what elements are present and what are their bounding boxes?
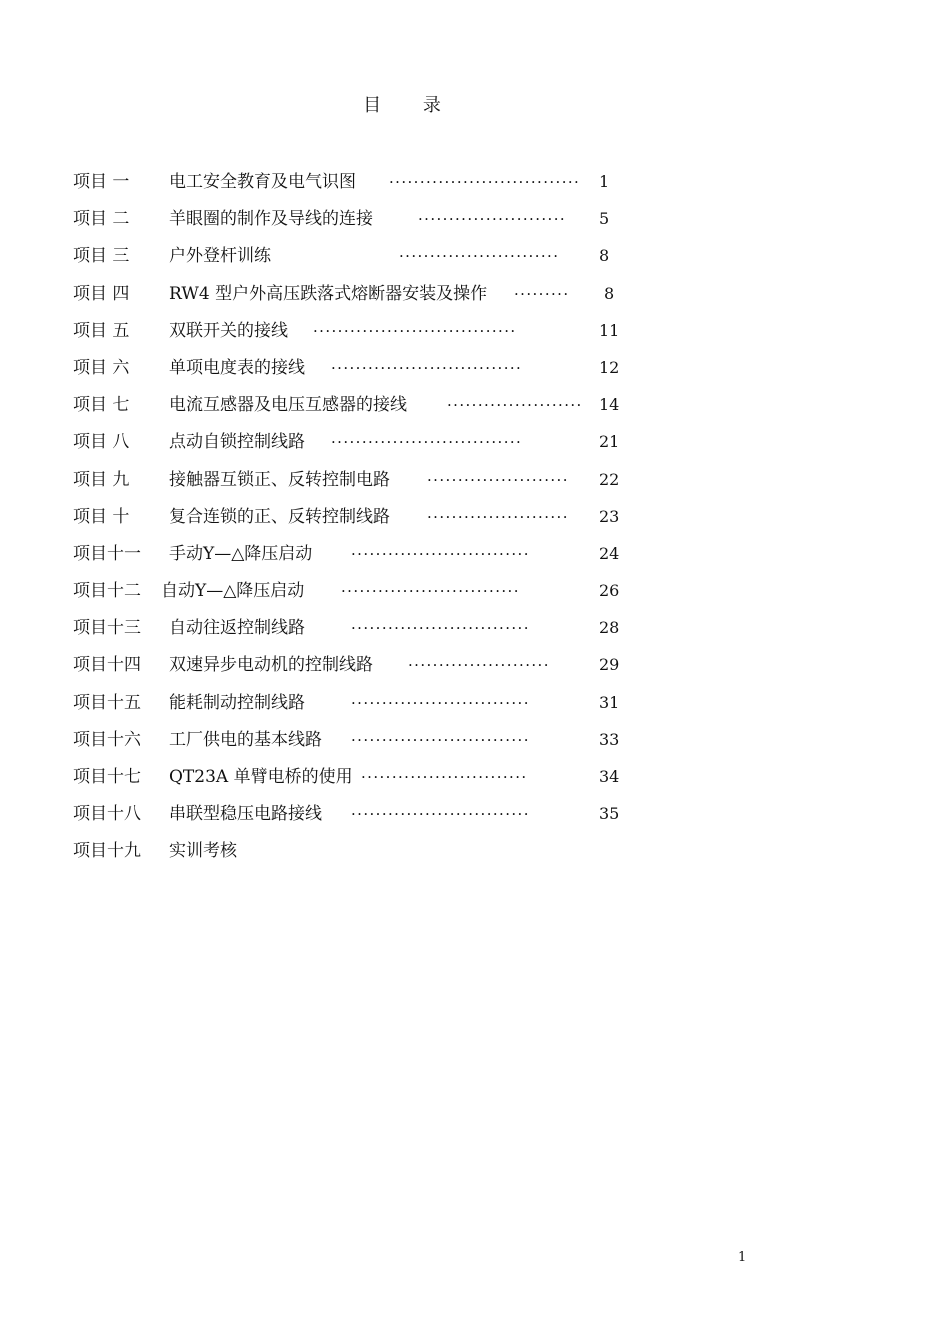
toc-entry[interactable]: [73, 242, 633, 279]
toc-entry-name: RW4 型户外高压跌落式熔断器安装及操作: [169, 283, 488, 304]
toc-entry-page: 28: [599, 618, 620, 638]
toc-entry-page: 35: [599, 804, 620, 824]
toc-entry[interactable]: [73, 837, 633, 874]
toc-entry-label: 项目 九: [73, 469, 130, 490]
toc-entry-leader: ·········: [514, 284, 570, 303]
toc-list: [73, 168, 633, 875]
toc-entry[interactable]: [73, 763, 633, 800]
toc-entry-name: 工厂供电的基本线路: [169, 729, 322, 750]
toc-entry-page: 22: [599, 469, 620, 489]
toc-entry[interactable]: [73, 689, 633, 726]
toc-entry-leader: ·····························: [351, 693, 530, 712]
toc-entry-page: 23: [599, 506, 620, 526]
toc-entry-name: 接触器互锁正、反转控制电路: [169, 469, 390, 490]
toc-entry-name: 双联开关的接线: [169, 320, 288, 341]
toc-entry-name: 点动自锁控制线路: [169, 432, 305, 453]
toc-entry-page: 5: [599, 209, 610, 229]
toc-entry-label: 项目 二: [73, 209, 130, 230]
toc-entry-leader: ·······················: [408, 656, 550, 675]
toc-entry-label: 项目十二: [73, 581, 141, 602]
toc-entry-label: 项目十三: [73, 618, 141, 639]
toc-entry-page: 1: [599, 172, 610, 191]
toc-entry-name: 实训考核: [169, 841, 237, 862]
toc-entry-leader: ······················: [447, 396, 583, 415]
toc-entry-page: 33: [599, 729, 620, 749]
toc-entry-page: 21: [599, 432, 620, 452]
toc-entry[interactable]: [73, 540, 633, 577]
toc-entry[interactable]: [73, 800, 633, 837]
toc-entry-name: 手动Y—△降压启动: [169, 543, 313, 564]
toc-entry[interactable]: [73, 466, 633, 503]
toc-entry-page: 31: [599, 692, 620, 712]
toc-entry-label: 项目 四: [73, 283, 130, 304]
toc-entry-label: 项目十七: [73, 767, 141, 787]
toc-entry-page: 12: [599, 357, 620, 377]
toc-entry-name: 电工安全教育及电气识图: [169, 172, 356, 192]
toc-entry-leader: ·······························: [331, 433, 523, 452]
toc-entry[interactable]: [73, 614, 633, 651]
toc-entry-leader: ·································: [313, 321, 517, 340]
toc-entry-name: 能耗制动控制线路: [169, 692, 305, 713]
toc-entry[interactable]: [73, 391, 633, 428]
toc-entry-name: 复合连锁的正、反转控制线路: [169, 506, 390, 527]
toc-entry-page: 8: [604, 283, 615, 303]
toc-entry-label: 项目 七: [73, 395, 130, 416]
toc-entry-label: 项目十四: [73, 655, 141, 676]
toc-entry[interactable]: [73, 651, 633, 688]
toc-entry-label: 项目 六: [73, 357, 130, 378]
toc-entry-name: 自动Y—△降压启动: [161, 581, 305, 602]
toc-entry-label: 项目十六: [73, 729, 141, 750]
toc-entry-leader: ·······················: [427, 507, 569, 526]
toc-entry-name: 双速异步电动机的控制线路: [169, 655, 373, 676]
toc-entry-name: QT23A 单臂电桥的使用: [169, 767, 353, 787]
toc-entry-label: 项目十八: [73, 804, 141, 825]
toc-entry-page: 14: [599, 395, 620, 415]
toc-entry-name: 羊眼圈的制作及导线的连接: [169, 209, 373, 230]
toc-title: 目 录: [363, 95, 459, 116]
toc-entry-page: 24: [599, 543, 620, 563]
toc-entry-leader: ·····························: [351, 730, 530, 749]
toc-entry-leader: ·····························: [341, 582, 520, 601]
toc-entry-leader: ·······························: [389, 173, 581, 191]
toc-entry-leader: ·······················: [427, 470, 569, 489]
toc-entry[interactable]: [73, 354, 633, 391]
toc-entry[interactable]: [73, 428, 633, 465]
toc-entry-leader: ·······························: [331, 358, 523, 377]
toc-entry-leader: ··························: [399, 247, 560, 266]
toc-entry-label: 项目 一: [73, 172, 130, 192]
toc-entry-label: 项目 八: [73, 432, 130, 453]
toc-entry-leader: ···························: [361, 768, 528, 786]
toc-entry-label: 项目十一: [73, 543, 141, 564]
toc-entry-label: 项目 五: [73, 320, 130, 341]
toc-entry[interactable]: [73, 168, 633, 205]
toc-entry-name: 电流互感器及电压互感器的接线: [169, 395, 407, 416]
toc-entry-label: 项目十九: [73, 841, 141, 862]
toc-entry-page: 11: [599, 320, 620, 340]
toc-entry-page: 34: [599, 767, 620, 786]
toc-entry[interactable]: [73, 280, 633, 317]
toc-entry-page: 29: [599, 655, 620, 675]
toc-entry-label: 项目 十: [73, 506, 130, 527]
toc-entry[interactable]: [73, 577, 633, 614]
page-number: 1: [738, 1250, 747, 1265]
toc-entry-page: 26: [599, 581, 620, 601]
toc-entry-leader: ·····························: [351, 805, 530, 824]
toc-entry-label: 项目十五: [73, 692, 141, 713]
toc-entry-name: 单项电度表的接线: [169, 357, 305, 378]
toc-entry-page: 8: [599, 246, 610, 266]
toc-entry-name: 户外登杆训练: [169, 246, 271, 267]
toc-entry-leader: ·····························: [351, 619, 530, 638]
toc-entry[interactable]: [73, 317, 633, 354]
toc-entry[interactable]: [73, 503, 633, 540]
toc-entry-label: 项目 三: [73, 246, 130, 267]
toc-entry-name: 自动往返控制线路: [169, 618, 305, 639]
toc-entry[interactable]: [73, 726, 633, 763]
toc-entry-leader: ·····························: [351, 544, 530, 563]
toc-entry-leader: ························: [418, 210, 567, 229]
toc-entry[interactable]: [73, 205, 633, 242]
toc-entry-name: 串联型稳压电路接线: [169, 804, 322, 825]
